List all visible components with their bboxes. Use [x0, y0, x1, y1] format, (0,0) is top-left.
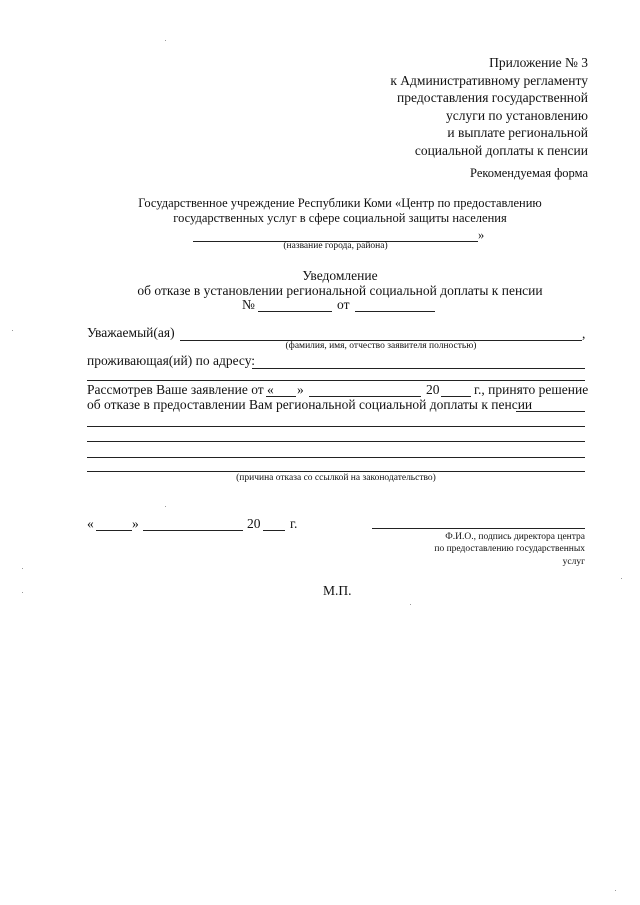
director-caption-line-2: по предоставлению государственных	[434, 544, 585, 555]
scan-speck	[615, 890, 616, 891]
appendix-line: и выплате региональной	[447, 125, 588, 141]
scan-speck	[621, 578, 622, 579]
quote-close: »	[297, 382, 304, 397]
stamp-place: М.П.	[323, 583, 352, 598]
close-quote: »	[478, 228, 485, 242]
decision-text: г., принято решение	[474, 382, 589, 397]
number-label: №	[242, 297, 255, 312]
director-caption-line-3: услуг	[562, 556, 585, 567]
sign-year-line	[263, 530, 285, 531]
scan-speck	[165, 506, 166, 507]
appendix-line: социальной доплаты к пенсии	[414, 142, 588, 158]
scan-speck	[22, 568, 23, 569]
address-line-2	[87, 380, 585, 381]
appendix-title: Приложение № 3	[489, 55, 588, 70]
sign-quote-open: «	[87, 516, 94, 531]
fio-comma: ,	[582, 326, 586, 341]
reason-line-3	[87, 457, 585, 458]
director-sign-line	[372, 528, 585, 529]
scan-speck	[12, 330, 13, 331]
sign-year-20: 20	[247, 516, 261, 531]
date-line	[355, 311, 435, 312]
sign-day-line	[96, 530, 132, 531]
sign-month-line	[143, 530, 243, 531]
refusal-text: об отказе в предоставлении Вам региональной социальной доплаты к пенсии	[87, 397, 533, 412]
reason-line-1	[87, 426, 585, 427]
appendix-line: предоставления государственной	[397, 90, 588, 106]
notice-subtitle: об отказе в установлении региональной социальной доплаты к пенсии	[137, 283, 543, 298]
number-line	[258, 311, 332, 312]
sign-g: г.	[290, 516, 298, 531]
appendix-line: услуги по установлению	[446, 107, 588, 123]
institution-line-1: Государственное учреждение Республики Коми «Центр по предоставлению	[138, 196, 542, 210]
director-caption	[434, 531, 585, 568]
institution-line-2: государственных услуг в сфере социальной защиты населения	[173, 211, 507, 225]
reviewed-prefix: Рассмотрев Ваше заявление от «	[87, 382, 274, 397]
scan-speck	[22, 592, 23, 593]
scan-speck	[165, 40, 166, 41]
dear-label: Уважаемый(ая)	[87, 325, 175, 340]
appendix-header	[390, 54, 588, 160]
reason-line-4	[87, 471, 585, 472]
city-caption: (название города, района)	[283, 241, 388, 251]
director-caption-line-1: Ф.И.О., подпись директора центра	[445, 532, 585, 542]
notice-title: Уведомление	[302, 268, 378, 283]
refusal-line	[516, 411, 585, 412]
scan-speck	[410, 604, 411, 605]
address-line	[252, 368, 585, 369]
reason-line-2	[87, 441, 585, 442]
appendix-line: к Административному регламенту	[390, 72, 588, 88]
recommended-form-label: Рекомендуемая форма	[470, 166, 588, 180]
sign-quote-close: »	[132, 516, 139, 531]
reason-caption: (причина отказа со ссылкой на законодательство)	[236, 473, 436, 483]
year-20: 20	[426, 382, 440, 397]
fio-caption: (фамилия, имя, отчество заявителя полностью)	[285, 341, 477, 351]
from-label: от	[337, 297, 350, 312]
address-label: проживающая(ий) по адресу:	[87, 353, 256, 368]
